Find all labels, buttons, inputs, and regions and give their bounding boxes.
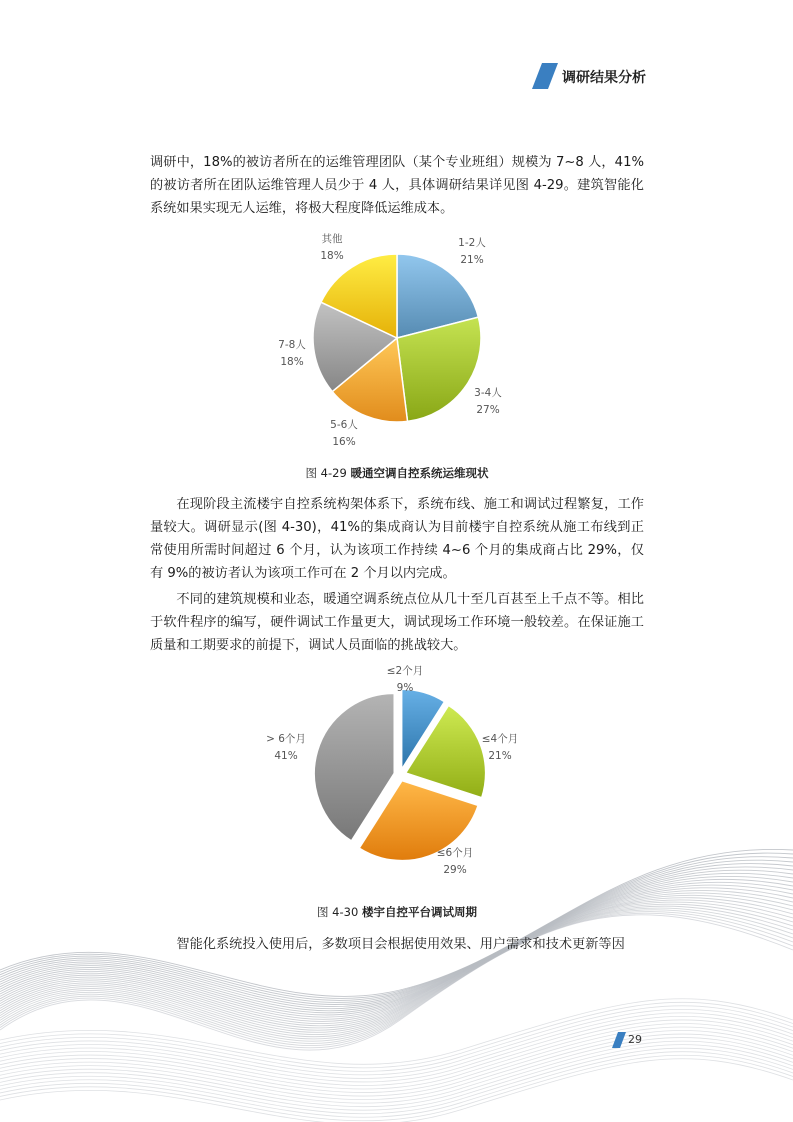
slice-label: ≤6个月	[436, 847, 474, 859]
page-number-text: 29	[628, 1033, 642, 1046]
page-number	[612, 1032, 662, 1052]
wave-line	[0, 1027, 793, 1093]
header-title: 调研结果分析	[562, 70, 646, 86]
wave-line	[0, 1038, 793, 1104]
wave-line	[0, 1048, 793, 1114]
slice-label: ≤4个月	[481, 733, 519, 745]
wave-line	[0, 1052, 793, 1118]
slice-percent-label: 21%	[488, 750, 512, 762]
figure-number: 图 4-30	[317, 905, 359, 919]
wave-line	[0, 1055, 793, 1121]
wave-line	[0, 900, 793, 1032]
slice-label: 5-6人	[330, 419, 358, 431]
slice-label: 7-8人	[278, 339, 306, 351]
wave-line	[0, 1023, 793, 1089]
slice-label: > 6个月	[266, 733, 306, 745]
wave-line	[0, 1034, 793, 1100]
slice-percent-label: 9%	[396, 682, 414, 694]
wave-line	[0, 912, 793, 1046]
slice-label: ≤2个月	[386, 665, 424, 677]
slice-percent-label: 21%	[460, 254, 484, 266]
slice-percent-label: 18%	[320, 250, 344, 262]
slice-label: 3-4人	[474, 387, 502, 399]
slice-percent-label: 41%	[274, 750, 298, 762]
figure-title: 楼宇自控平台调试周期	[361, 905, 477, 919]
figure-caption-4-29	[150, 465, 644, 481]
paragraph-2: 在现阶段主流楼宇自控系统构架体系下，系统布线、施工和调试过程繁复，工作量较大。调研显示(图 4-30)，41%的集成商认为目前楼宇自控系统从施工布线到正常使用所需时间超过 6 个月，认为该项工作持续 4~6 个月的集成商占比 29%，仅有 9%的被访者认为该项工作可在 2 个月以内完成。	[150, 497, 644, 581]
page-number-accent-icon	[612, 1032, 626, 1048]
slice-label: 其他	[321, 233, 343, 245]
slice-percent-label: 16%	[332, 436, 356, 448]
wave-line	[0, 1030, 793, 1096]
figure-number: 图 4-29	[305, 466, 347, 480]
slice-percent-label: 18%	[280, 356, 304, 368]
paragraph-1: 调研中，18%的被访者所在的运维管理团队（某个专业班组）规模为 7~8 人，41%的被访者所在团队运维管理人员少于 4 人，具体调研结果详见图 4-29。建筑智能化系统如果实现无人运维，将极大程度降低运维成本。	[150, 155, 644, 216]
figure-title: 暖通空调自控系统运维现状	[350, 466, 489, 480]
pie-chart-ops-team-size	[260, 228, 540, 458]
wave-line	[0, 1045, 793, 1111]
paragraph-3: 不同的建筑规模和业态，暖通空调系统点位从几十至几百甚至上千点不等。相比于软件程序的编写，硬件调试工作量更大，调试现场工作环境一般较差。在保证施工质量和工期要求的前提下，调试人员面临的挑战较大。	[150, 592, 644, 653]
wave-line	[0, 1041, 793, 1107]
header-accent-icon	[532, 63, 558, 89]
wave-line	[0, 849, 793, 996]
decorative-wave-lines	[0, 830, 793, 1122]
wave-line	[0, 1016, 793, 1082]
slice-percent-label: 29%	[443, 864, 467, 876]
paragraph-4: 智能化系统投入使用后，多数项目会根据使用效果、用户需求和技术更新等因	[176, 937, 625, 952]
wave-line	[0, 1020, 793, 1086]
page-header	[532, 62, 652, 92]
slice-label: 1-2人	[458, 237, 486, 249]
slice-percent-label: 27%	[476, 404, 500, 416]
